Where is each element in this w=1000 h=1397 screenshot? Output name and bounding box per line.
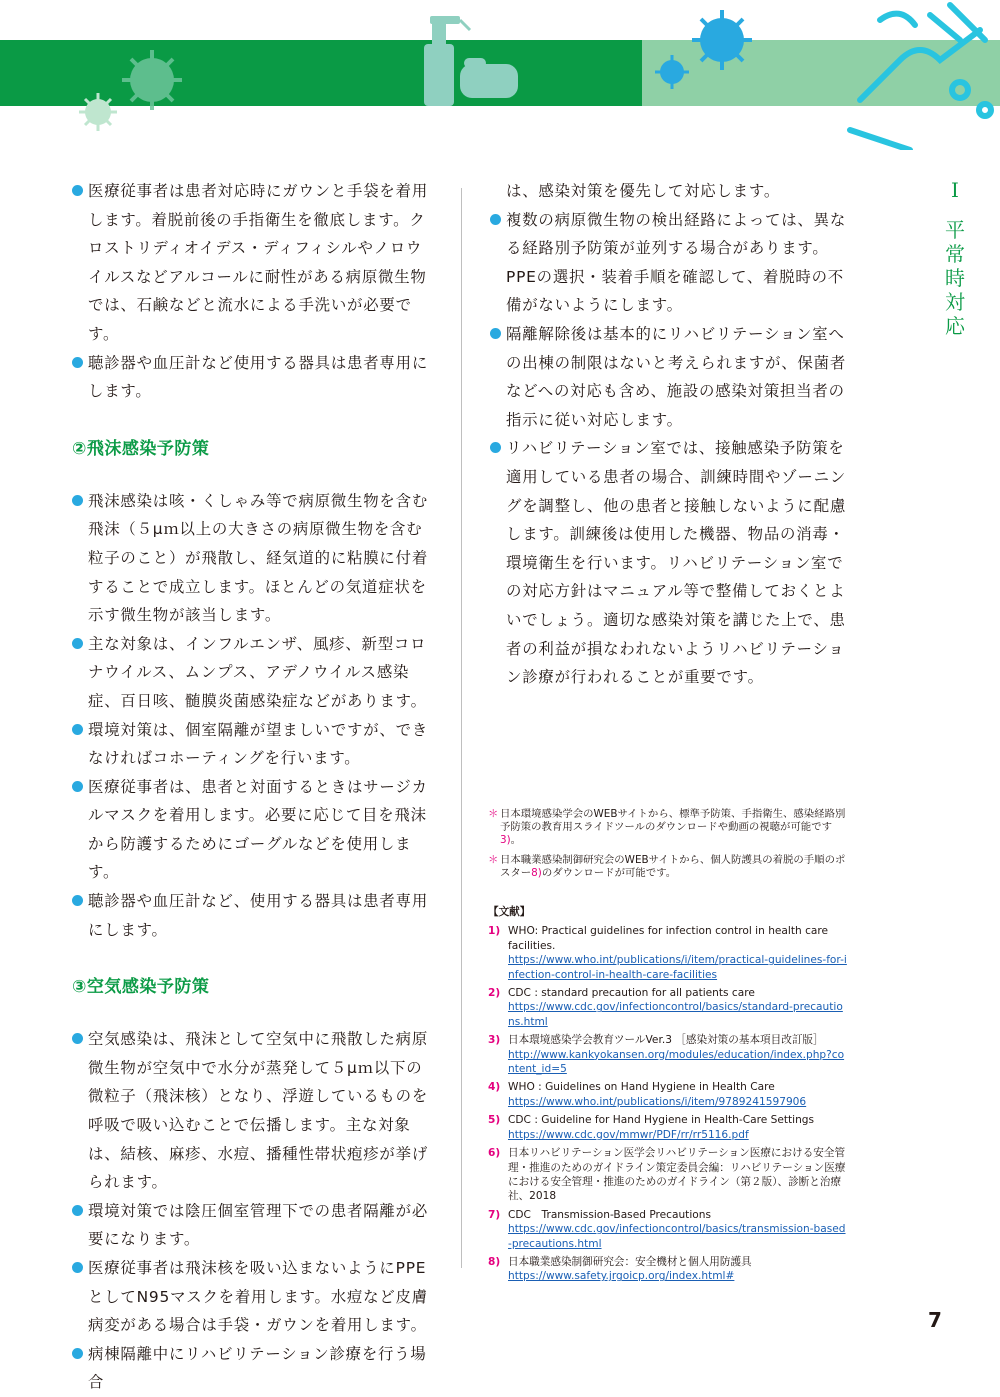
ref-citation[interactable]: 8) [531, 866, 542, 879]
reference-item: 7) CDC Transmission-Based Precautions https://www.cdc.gov/infectioncontrol/basics/transmission-based-precautions.html [488, 1208, 848, 1251]
header-illustration [0, 0, 1000, 150]
list-item: 聴診器や血圧計など、使用する器具は患者専用にします。 [72, 887, 432, 944]
list-item: 医療従事者は患者対応時にガウンと手袋を着用します。着脱前後の手指衛生を徹底します。クロストリディオイデス・ディフィシルやノロウイルスなどアルコールに耐性がある病原微生物では、石鹸などと流水による手洗いが必要です。 [72, 177, 432, 349]
list-item: 病棟隔離中にリハビリテーション診療を行う場合 [72, 1340, 432, 1397]
bullet-icon [490, 328, 501, 339]
virus-icon [655, 55, 689, 89]
reference-link[interactable]: https://www.cdc.gov/infectioncontrol/basics/transmission-based-precautions.html [508, 1223, 846, 1250]
bullet-icon [72, 357, 83, 368]
bullet-icon [72, 1205, 83, 1216]
reference-link[interactable]: https://www.safety.jrgoicp.org/index.html# [508, 1270, 735, 1283]
reference-link[interactable]: https://www.who.int/publications/i/item/9789241597906 [508, 1095, 807, 1108]
bullet-icon [72, 185, 83, 196]
reference-link[interactable]: https://www.cdc.gov/infectioncontrol/basics/standard-precautions.html [508, 1001, 843, 1028]
list-item: 空気感染は、飛沫として空気中に飛散した病原微生物が空気中で水分が蒸発して５μｍ以下の微粒子（飛沫核）となり、浮遊しているものを呼吸で吸い込むことで伝播します。主な対象は、結核、麻疹、水痘、播種性帯状疱疹が挙げられます。 [72, 1025, 432, 1197]
references [488, 905, 848, 1288]
continuation-text: は、感染対策を優先して対応します。 [506, 182, 781, 200]
list-item: 飛沫感染は咳・くしゃみ等で病原微生物を含む飛沫（５μｍ以上の大きさの病原微生物を含む粒子のこと）が飛散し、経気道的に粘膜に付着することで成立します。ほとんどの気道症状を示す微生物が該当します。 [72, 487, 432, 630]
bullet-icon [72, 1348, 83, 1359]
bullet-icon [72, 781, 83, 792]
hand-washing-icon [850, 5, 991, 150]
list-item: 主な対象は、インフルエンザ、風疹、新型コロナウイルス、ムンプス、アデノウイルス感染症、百日咳、髄膜炎菌感染症などがあります。 [72, 630, 432, 716]
bullet-icon [72, 495, 83, 506]
virus-icon [122, 50, 182, 110]
list-item: 隔離解除後は基本的にリハビリテーション室への出棟の制限はないと考えられますが、保菌者などへの対応も含め、施設の感染対策担当者の指示に従い対応します。 [490, 320, 848, 434]
right-column [490, 177, 848, 692]
reference-item: 5) CDC : Guideline for Hand Hygiene in Health-Care Settings https://www.cdc.gov/mmwr/PDF/rr/rr5116.pdf [488, 1113, 848, 1142]
reference-item: 4) WHO : Guidelines on Hand Hygiene in Health Care https://www.who.int/publications/i/item/9789241597906 [488, 1080, 848, 1109]
note-asterisk: ＊ [488, 853, 499, 866]
bullet-icon [72, 638, 83, 649]
list-item: 環境対策は、個室隔離が望ましいですが、できなければコホーティングを行います。 [72, 716, 432, 773]
left-column [72, 177, 432, 1397]
header-banner [0, 0, 1000, 150]
list-item: 複数の病原微生物の検出経路によっては、異なる経路別予防策が並列する場合があります。PPEの選択・装着手順を確認して、着脱時の不備がないようにします。 [490, 206, 848, 320]
chapter-roman-numeral: I [951, 178, 959, 202]
column-divider [461, 188, 462, 1268]
bullet-icon [72, 1033, 83, 1044]
virus-icon [692, 10, 752, 70]
footnote: ＊ 日本環境感染学会のWEBサイトから、標準予防策、手指衛生、感染経路別予防策の教育用スライドツールのダウンロードや動画の視聴が可能です3)。 [488, 808, 846, 847]
ref-citation[interactable]: 3) [500, 834, 511, 847]
list-item: 聴診器や血圧計など使用する器具は患者専用にします。 [72, 349, 432, 406]
list-item: リハビリテーション室では、接触感染予防策を適用している患者の場合、訓練時間やゾーニングを調整し、他の患者と接触しないように配慮します。訓練後は使用した機器、物品の消毒・環境衛生を行います。リハビリテーション室での対応方針はマニュアル等で整備しておくとよいでしょう。適切な感染対策を講じた上で、患者の利益が損なわれないようリハビリテーション診療が行われることが重要です。 [490, 434, 848, 691]
list-item: 医療従事者は飛沫核を吸い込まないようにPPEとしてN95マスクを着用します。水痘など皮膚病変がある場合は手袋・ガウンを着用します。 [72, 1254, 432, 1340]
list-item: 医療従事者は、患者と対面するときはサージカルマスクを着用します。必要に応じて目を飛沫から防護するためにゴーグルなどを使用します。 [72, 773, 432, 887]
reference-item: 8) 日本職業感染制御研究会：安全機材と個人用防護具 https://www.safety.jrgoicp.org/index.html# [488, 1255, 848, 1284]
bullet-icon [72, 724, 83, 735]
reference-item: 3) 日本環境感染学会教育ツールVer.3 ［感染対策の基本項目改訂版］ http://www.kankyokansen.org/modules/education/index.php?content_id=5 [488, 1033, 848, 1076]
page-number: 7 [928, 1308, 942, 1332]
bullet-icon [72, 895, 83, 906]
hand-icon [460, 58, 518, 98]
reference-item: 2) CDC : standard precaution for all patients care https://www.cdc.gov/infectioncontrol/basics/standard-precautions.html [488, 986, 848, 1029]
section-heading: ②飛沫感染予防策 [72, 438, 210, 459]
bullet-icon [490, 214, 501, 225]
section-heading: ③空気感染予防策 [72, 977, 210, 998]
footnote: ＊ 日本職業感染制御研究会のWEBサイトから、個人防護具の着脱の手順のポスター8)のダウンロードが可能です。 [488, 853, 846, 879]
reference-link[interactable]: http://www.kankyokansen.org/modules/education/index.php?content_id=5 [508, 1048, 845, 1076]
reference-item: 6) 日本リハビリテーション医学会リハビリテーション医療における安全管理・推進のためのガイドライン策定委員会編：リハビリテーション医療における安全管理・推進のためのガイドライン（第２版）、診断と治療社、2018 [488, 1147, 846, 1203]
list-item: 環境対策では陰圧個室管理下での患者隔離が必要になります。 [72, 1197, 432, 1254]
reference-link[interactable]: https://www.cdc.gov/mmwr/PDF/rr/rr5116.pdf [508, 1128, 749, 1141]
footnotes [488, 808, 848, 886]
bullet-icon [72, 1262, 83, 1273]
chapter-side-title: 平常時対応 [945, 218, 965, 338]
virus-icon [79, 93, 117, 131]
bullet-icon [490, 442, 501, 453]
references-title: 【文献】 [488, 906, 531, 918]
reference-item: 1) WHO: Practical guidelines for infection control in health care facilities. https://www.who.int/publications/i/item/practical-guidelines-for-infection-control-in-health-care-facilities [488, 925, 847, 981]
reference-link[interactable]: https://www.who.int/publications/i/item/practical-guidelines-for-infection-control-in-health-care-facilities [508, 954, 847, 981]
note-asterisk: ＊ [488, 808, 499, 820]
